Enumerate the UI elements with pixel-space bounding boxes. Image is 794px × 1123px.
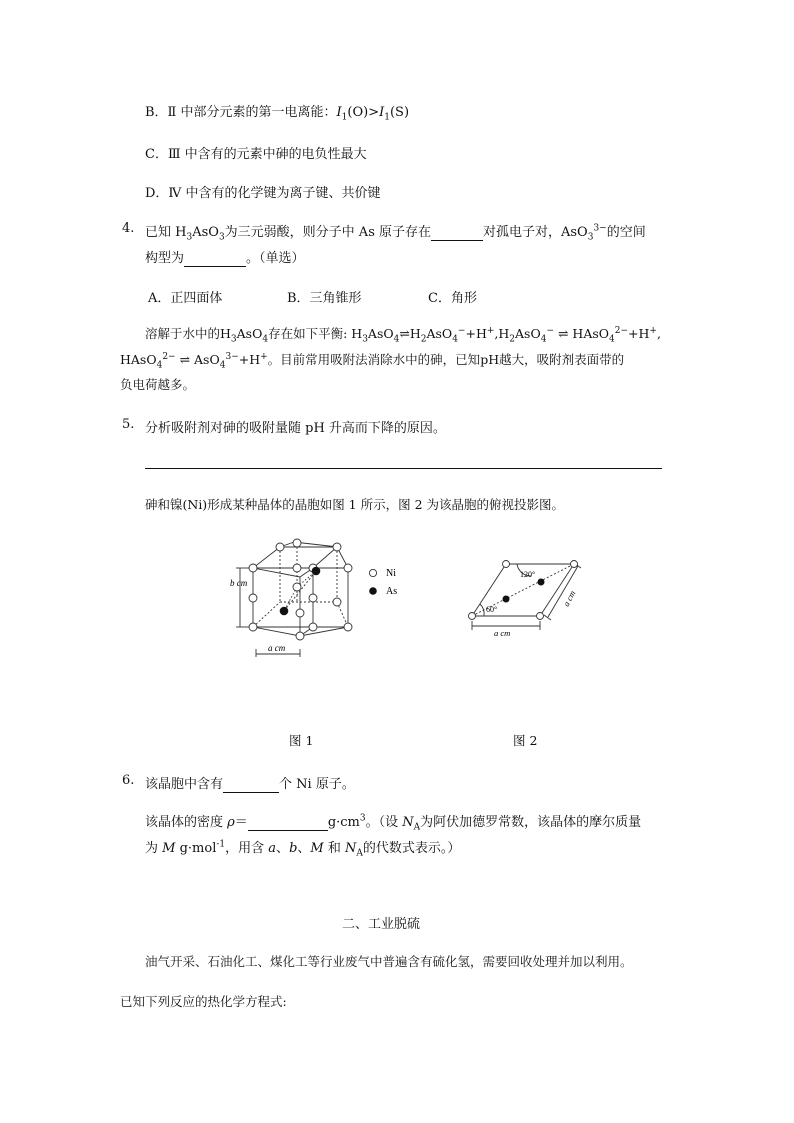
option-d: D．Ⅳ 中含有的化学键为离子键、共价键 — [145, 186, 381, 201]
equilibrium-arrow-2: ⇌ — [554, 326, 573, 341]
ni-atom-projection — [503, 561, 510, 568]
q4-number: 4. — [122, 221, 135, 236]
ni-atom — [249, 564, 257, 572]
crystal-intro: 砷和镍(Ni)形成某种晶体的晶胞如图 1 所示，图 2 为该晶胞的俯视投影图。 — [145, 497, 564, 512]
ni-atom — [249, 594, 257, 602]
q4-blank-geometry[interactable] — [184, 251, 246, 267]
thermochem-intro: 已知下列反应的热化学方程式: — [120, 994, 287, 1009]
figure-2-caption: 图 2 — [513, 733, 538, 748]
q6-line3: 为 M g·mol$^{-1}$，用含 a、b、M 和 $N_A$的代数式表示。） — [145, 839, 461, 859]
q4-option-b[interactable]: B．三角锥形 — [287, 291, 362, 306]
ni-atom-projection — [571, 561, 578, 568]
a-bottom-label: a cm — [494, 628, 511, 638]
q6-blank-ni-count[interactable] — [223, 777, 279, 793]
equilibrium-line2: HAsO$_4^{2-}$ ⇌ AsO$_4^{3-}$+H+。目前常用吸附法消除水中的砷，已知pH越大，吸附剂表面带的 — [120, 351, 625, 371]
q5-number: 5. — [122, 417, 135, 432]
q6-number: 6. — [122, 773, 135, 788]
ni-atom — [344, 564, 352, 572]
b-dimension-label: b cm — [230, 578, 248, 588]
q5-text: 分析吸附剂对砷的吸附量随 pH 升高而下降的原因。 — [145, 421, 446, 436]
ni-atom-projection — [469, 613, 476, 620]
ni-atom — [333, 543, 341, 551]
ni-atom — [333, 598, 341, 606]
legend-ni-symbol — [369, 569, 376, 576]
ni-atom — [296, 609, 304, 617]
q5-answer-line[interactable] — [145, 468, 662, 469]
section-title: 二、工业脱硫 — [342, 917, 421, 932]
a-side-label: a cm — [560, 588, 578, 608]
figure-1-caption: 图 1 — [289, 733, 314, 748]
ni-atom — [293, 564, 301, 572]
q4-blank-lone-pairs[interactable] — [431, 225, 483, 241]
equilibrium-line3: 负电荷越多。 — [120, 377, 196, 392]
q4-option-c[interactable]: C．角形 — [428, 291, 477, 306]
legend-ni-label: Ni — [386, 568, 396, 579]
ni-atom — [293, 539, 301, 547]
ni-atom — [249, 623, 257, 631]
equilibrium-line1: 溶解于水中的$H_3AsO_4$存在如下平衡: $H_3AsO_4\rightleftharpoons H_2AsO_4^-+H^+,H_2AsO_4^-$ ⇌ HAsO$_4^{2-}$+H+, — [145, 325, 661, 345]
equilibrium-arrow-3: ⇌ — [175, 352, 195, 367]
q6-blank-density[interactable] — [248, 815, 328, 831]
legend-as-symbol — [369, 587, 377, 595]
ni-atom — [293, 583, 301, 591]
as-atom-projection — [538, 579, 545, 586]
as-atom — [312, 567, 321, 576]
desulfurization-intro: 油气开采、石油化工、煤化工等行业废气中普遍含有硫化氢，需要回收处理并加以利用。 — [145, 954, 633, 969]
ni-atom — [276, 543, 284, 551]
ni-atom — [296, 632, 304, 640]
q6-line1: 该晶胞中含有 个 Ni 原子。 — [145, 777, 355, 792]
equilibrium-arrow-1: ⇌ — [399, 326, 410, 341]
angle-60-label: 60° — [486, 605, 498, 614]
option-b: B．Ⅱ 中部分元素的第一电离能：$I_1(O)>I_1(S)$ — [145, 105, 410, 123]
angle-120-label: 120° — [520, 570, 536, 579]
q4-line1: 已知 $H_3AsO_3$为三元弱酸，则分子中 As 原子存在 对孤电子对，AsO$_3^{3-}$的空间 — [145, 223, 646, 243]
q4-option-a[interactable]: A．正四面体 — [148, 291, 223, 306]
a-dimension-label: a cm — [268, 643, 286, 653]
figure-1-unit-cell — [228, 535, 398, 660]
ni-atom — [344, 623, 352, 631]
as-atom-projection — [503, 596, 510, 603]
ni-atom — [309, 594, 317, 602]
figure-2-projection — [462, 553, 582, 638]
as-atom — [280, 607, 289, 616]
q6-line2: 该晶体的密度 $\rho= g\cdot cm^3$。（设 $N_A$为阿伏加德罗常数，该晶体的摩尔质量 — [145, 813, 642, 833]
option-c: C．Ⅲ 中含有的元素中砷的电负性最大 — [145, 147, 367, 162]
legend-as-label: As — [386, 586, 398, 597]
ni-atom-projection — [537, 613, 544, 620]
ni-atom — [309, 623, 317, 631]
q4-line2: 构型为 。（单选） — [145, 251, 305, 266]
